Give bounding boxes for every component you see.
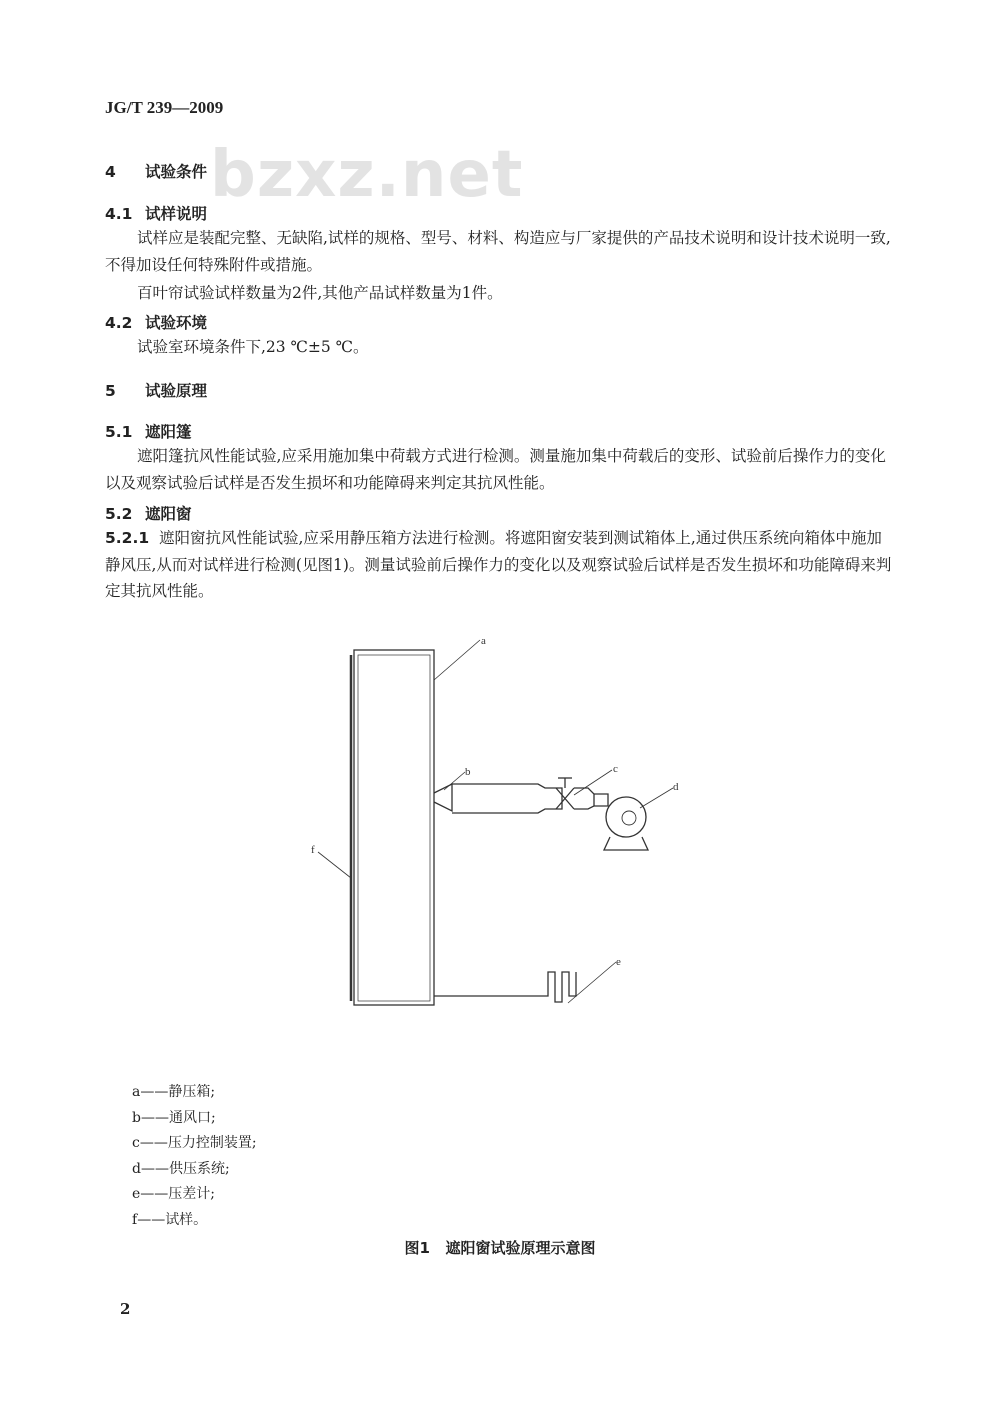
legend-item: [132, 1157, 257, 1183]
legend-dash: ——: [140, 1109, 169, 1126]
label-e: e: [616, 956, 621, 968]
leader-a: [434, 640, 480, 680]
label-f: f: [311, 844, 315, 856]
legend-text: 压差计;: [168, 1186, 216, 1202]
leader-e: [568, 962, 616, 1003]
legend-dash: ——: [140, 1084, 169, 1100]
static-pressure-box: [354, 650, 434, 1005]
leader-d: [640, 788, 673, 808]
legend-item: [132, 1208, 257, 1234]
label-b: b: [465, 766, 471, 778]
label-a: a: [481, 635, 486, 647]
section-title: 试验条件: [145, 163, 208, 181]
section-title: 遮阳篷: [145, 423, 192, 441]
paragraph-4-1-b: 百叶帘试验试样数量为2件,其他产品试样数量为1件。: [137, 284, 503, 302]
legend-item: [132, 1080, 257, 1106]
box-inner-wall: [358, 655, 430, 1001]
legend-item: [132, 1131, 257, 1157]
label-d: d: [673, 781, 679, 793]
legend-key: b: [132, 1109, 141, 1126]
blower-inlet: [594, 794, 608, 806]
section-number: 4.2: [105, 314, 133, 332]
leader-f: [318, 852, 351, 878]
blower-housing: [606, 797, 646, 837]
legend-text: 通风口;: [168, 1109, 216, 1126]
legend-text: 压力控制装置;: [167, 1135, 257, 1151]
valve-body: [556, 788, 574, 809]
blower-impeller: [622, 811, 636, 825]
legend-dash: ——: [137, 1211, 166, 1228]
leader-b: [444, 772, 465, 790]
paragraph-4-2: 试验室环境条件下,23 ℃±5 ℃。: [137, 338, 369, 356]
legend-dash: ——: [140, 1186, 169, 1202]
section-number: 4.1: [105, 205, 133, 223]
label-c: c: [613, 763, 618, 775]
legend-dash: ——: [139, 1135, 168, 1151]
legend-dash: ——: [140, 1160, 169, 1177]
legend-text: 试样。: [165, 1211, 208, 1228]
figure-legend: [132, 1080, 257, 1233]
section-title: 试验环境: [145, 314, 208, 332]
blower-base: [604, 837, 648, 850]
vent-opening: [434, 784, 452, 811]
section-number: 4: [105, 163, 116, 181]
air-duct: [452, 784, 562, 813]
standard-number: JG/T 239—2009: [105, 98, 224, 117]
legend-key: c: [132, 1135, 140, 1151]
paragraph-4-1-a: 试样应是装配完整、无缺陷,试样的规格、型号、材料、构造应与厂家提供的产品技术说明和设计技术说明一致,不得加设任何特殊附件或措施。: [105, 229, 891, 274]
watermark: bzxz.net: [210, 138, 524, 212]
duct-connector: [574, 788, 594, 809]
legend-key: a: [132, 1084, 141, 1100]
legend-text: 供压系统;: [168, 1160, 230, 1177]
legend-key: e: [132, 1186, 141, 1202]
section-number: 5: [105, 382, 116, 400]
clause-text: 遮阳窗抗风性能试验,应采用静压箱方法进行检测。将遮阳窗安装到测试箱体上,通过供压系统向箱体中施加静风压,从而对试样进行检测(见图1)。测量试验前后操作力的变化以及观察试验后试样是否发生损坏和功能障碍来判定其抗风性能。: [105, 529, 892, 600]
section-title: 试验原理: [145, 382, 208, 400]
paragraph-5-1: 遮阳篷抗风性能试验,应采用施加集中荷载方式进行检测。测量施加集中荷载后的变形、试验前后操作力的变化以及观察试验后试样是否发生损坏和功能障碍来判定其抗风性能。: [105, 447, 886, 492]
legend-text: 静压箱;: [168, 1084, 216, 1100]
legend-key: d: [132, 1160, 141, 1177]
manometer-tube: [434, 972, 576, 1002]
legend-item: [132, 1182, 257, 1208]
legend-key: f: [132, 1211, 138, 1228]
figure-caption: 图1 遮阳窗试验原理示意图: [404, 1239, 596, 1257]
clause-number: 5.2.1: [105, 529, 150, 547]
section-number: 5.2: [105, 505, 133, 523]
section-title: 遮阳窗: [145, 505, 192, 523]
section-title: 试样说明: [145, 205, 208, 223]
section-number: 5.1: [105, 423, 133, 441]
legend-item: [132, 1106, 257, 1132]
leader-c: [574, 770, 612, 795]
page-number: 2: [120, 1300, 131, 1318]
